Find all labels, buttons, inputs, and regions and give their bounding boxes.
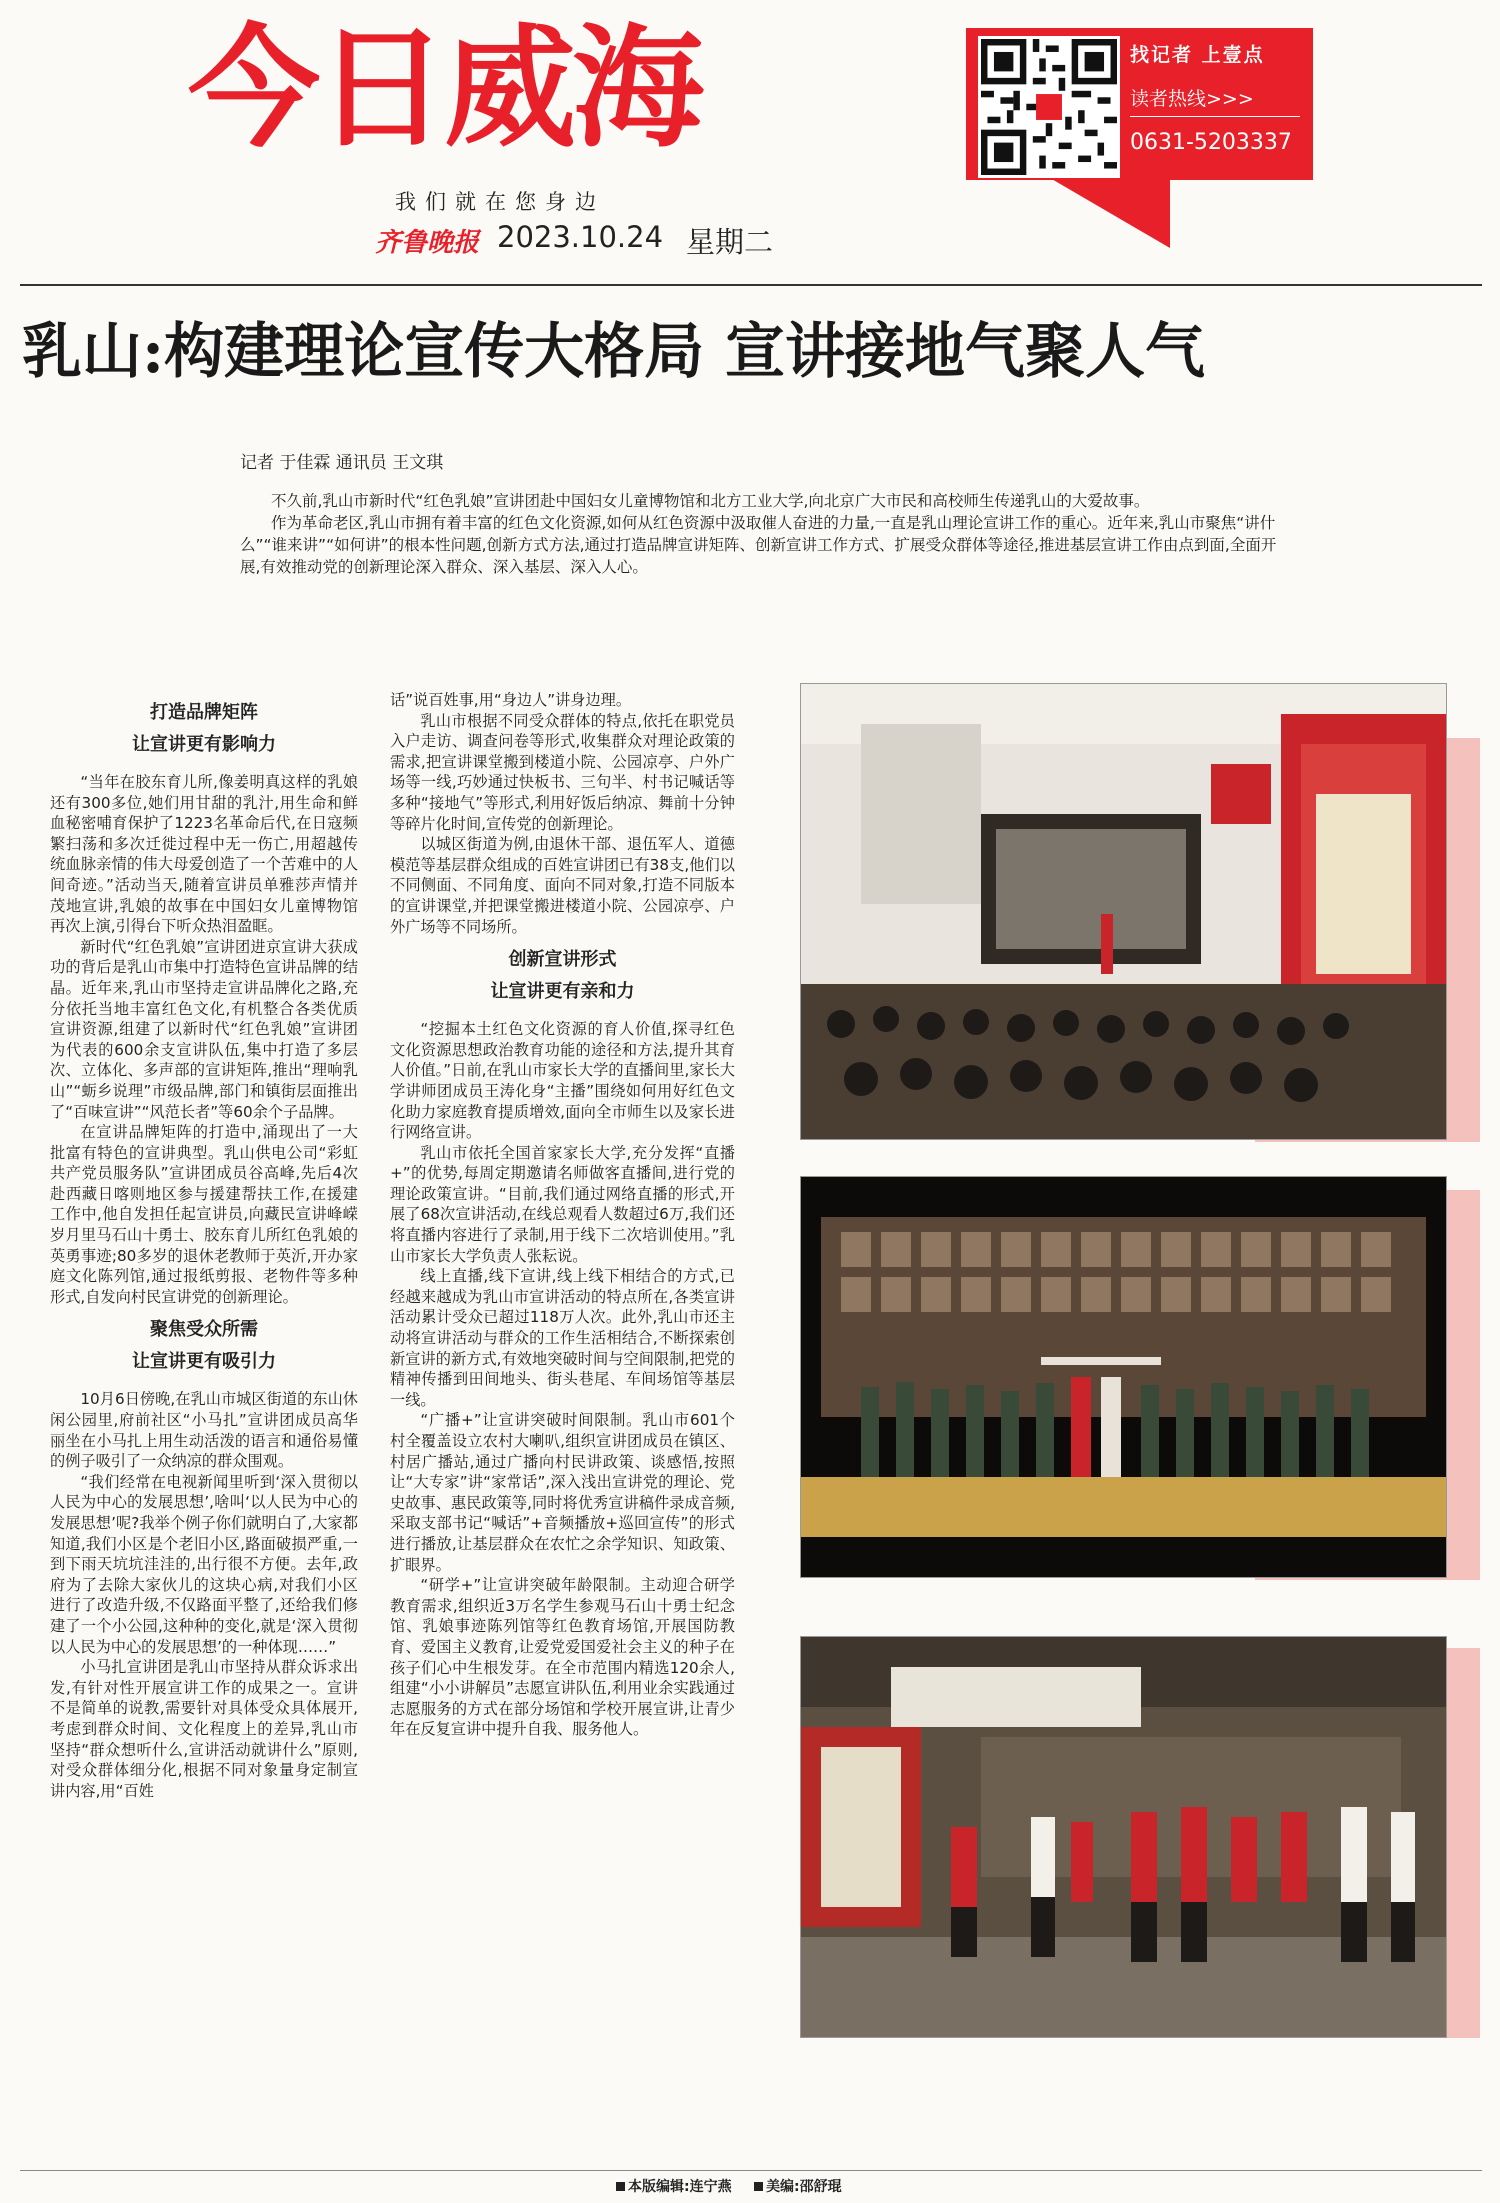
footer-designer: 美编:邵舒琨 [766, 2179, 842, 2195]
body-paragraph: 乳山市依托全国首家家长大学,充分发挥“直播+”的优势,每周定期邀请名师做客直播间,进行党的理论政策宣讲。“目前,我们通过网络直播的形式,开展了68次宣讲活动,在线总观看人数超过6万,我们还将直播内容进行了录制,用于线下二次培训使用。”乳山市家长大学负责人张耘说。 [390, 1143, 735, 1265]
page-footer [616, 2176, 860, 2196]
body-paragraph: 10月6日傍晚,在乳山市城区街道的东山休闲公园里,府前社区“小马扎”宣讲团成员高华丽坐在小马扎上用生动活泼的语言和通俗易懂的例子吸引了一众纳凉的群众围观。 [50, 1390, 358, 1471]
lead-paragraph: 作为革命老区,乳山市拥有着丰富的红色文化资源,如何从红色资源中汲取催人奋进的力量,一直是乳山理论宣讲工作的重心。近年来,乳山市聚焦“讲什么”“谁来讲”“如何讲”的根本性问题,创新方式方法,通过打造品牌宣讲矩阵、创新宣讲工作方式、扩展受众群体等途径,推进基层宣讲工作由点到面,全面开展,有效推动党的创新理论深入群众、深入基层、深入人心。 [240, 514, 1277, 576]
square-bullet-icon [616, 2182, 625, 2191]
footer-editor: 本版编辑:连宁燕 [628, 2179, 732, 2195]
newspaper-logo: 今日威海 [188, 12, 700, 166]
section-title: 打造品牌矩阵 [150, 702, 258, 723]
body-paragraph: 新时代“红色乳娘”宣讲团进京宣讲大获成功的背后是乳山市集中打造特色宣讲品牌的结晶。近年来,乳山市坚持走宣讲品牌化之路,充分依托当地丰富红色文化,有机整合各类优质宣讲资源,组建了以新时代“红色乳娘”宣讲团为代表的600余支宣讲队伍,集中打造了多层次、立体化、多声部的宣讲矩阵,推出“理响乳山”“蛎乡说理”市级品牌,部门和镇街层面推出了“百味宣讲”“风范长者”等60余个子品牌。 [50, 937, 358, 1121]
article-byline: 记者 于佳霖 通讯员 王文琪 [240, 453, 444, 473]
square-bullet-icon [754, 2182, 763, 2191]
body-paragraph: 小马扎宣讲团是乳山市坚持从群众诉求出发,有针对性开展宣讲工作的成果之一。宣讲不是简单的说教,需要针对具体受众具体展开,考虑到群众时间、文化程度上的差异,乳山市坚持“群众想听什么,宣讲活动就讲什么”原则,对受众群体细分化,根据不同对象量身定制宣讲内容,用“百姓 [50, 1658, 358, 1800]
hotline-divider [1130, 116, 1300, 117]
masthead [0, 0, 1500, 290]
section-subtitle: 让宣讲更有吸引力 [132, 1351, 276, 1373]
issue-date: 2023.10.24 [497, 220, 664, 254]
hotline-number[interactable]: 0631-5203337 [1130, 130, 1292, 155]
hotline-label-reporter: 找记者 上壹点 [1130, 44, 1265, 66]
photo-young-guides [800, 1636, 1447, 2038]
photo-lecture-hall-image [801, 684, 1446, 1139]
section-title: 聚焦受众所需 [150, 1319, 258, 1341]
masthead-rule [20, 284, 1482, 286]
article-column-2 [390, 690, 735, 1740]
hotline-label: 读者热线>>> [1130, 88, 1254, 110]
photo-lecture-hall [800, 683, 1447, 1140]
photo-stage-performance-image [801, 1177, 1446, 1577]
lead-paragraph: 不久前,乳山市新时代“红色乳娘”宣讲团赴中国妇女儿童博物馆和北方工业大学,向北京广大市民和高校师生传递乳山的大爱故事。 [271, 492, 1150, 510]
footer-rule [20, 2170, 1482, 2171]
body-paragraph: 线上直播,线下宣讲,线上线下相结合的方式,已经越来越成为乳山市宣讲活动的特点所在,各类宣讲活动累计受众已超过118万人次。此外,乳山市还主动将宣讲活动与群众的工作生活相结合,不断探索创新宣讲的新方式,有效地突破时间与空间限制,把党的精神传播到田间地头、街头巷尾、车间场馆等基层一线。 [390, 1267, 735, 1409]
article-column-1 [50, 690, 358, 1801]
photo-young-guides-image [801, 1637, 1446, 2037]
section-subtitle: 让宣讲更有亲和力 [490, 981, 635, 1003]
qr-code-icon[interactable] [978, 36, 1120, 178]
paper-name: 齐鲁晚报 [375, 228, 480, 258]
body-paragraph: “研学+”让宣讲突破年龄限制。主动迎合研学教育需求,组织近3万名学生参观马石山十勇士纪念馆、乳娘事迹陈列馆等红色教育场馆,开展国防教育、爱国主义教育,让爱党爱国爱社会主义的种子在孩子们心中生根发芽。在全市范围内精选120余人,组建“小小讲解员”志愿宣讲队伍,利用业余实践通过志愿服务的方式在部分场馆和学校开展宣讲,让青少年在反复宣讲中提升自我、服务他人。 [390, 1576, 735, 1739]
slogan: 我们就在您身边 [395, 190, 605, 214]
photo-stage-performance [800, 1176, 1447, 1578]
body-paragraph: “挖掘本土红色文化资源的育人价值,探寻红色文化资源思想政治教育功能的途径和方法,提升其育人价值。”日前,在乳山市家长大学的直播间里,家长大学讲师团成员王涛化身“主播”围绕如何用好红色文化助力家庭教育提质增效,面向全市师生以及家长进行网络宣讲。 [390, 1020, 735, 1142]
body-paragraph: 乳山市根据不同受众群体的特点,依托在职党员入户走访、调查问卷等形式,收集群众对理论政策的需求,把宣讲课堂搬到楼道小院、公园凉亭、户外广场等一线,巧妙通过快板书、三句半、村书记喊话等多种“接地气”等形式,利用好饭后纳凉、舞前十分钟等碎片化时间,宣传党的创新理论。 [390, 711, 735, 833]
section-title: 创新宣讲形式 [508, 949, 617, 971]
article-headline: 乳山:构建理论宣传大格局 宣讲接地气聚人气 [22, 317, 1206, 387]
weekday: 星期二 [686, 225, 774, 259]
body-paragraph: 在宣讲品牌矩阵的打造中,涌现出了一大批富有特色的宣讲典型。乳山供电公司“彩虹共产党员服务队”宣讲团成员谷高峰,先后4次赴西藏日喀则地区参与援建帮扶工作,在援建工作中,他自发担任起宣讲员,向藏民宣讲峰嵘岁月里马石山十勇士、胶东育儿所红色乳娘的英勇事迹;80多岁的退休老教师于英沂,开办家庭文化陈列馆,通过报纸剪报、老物件等多种形式,自发向村民宣讲党的创新理论。 [50, 1123, 358, 1306]
hotline-box-pointer [1050, 178, 1170, 248]
section-subtitle: 让宣讲更有影响力 [132, 734, 276, 755]
article-lead [240, 490, 1280, 578]
body-paragraph: 以城区街道为例,由退休干部、退伍军人、道德模范等基层群众组成的百姓宣讲团已有38支,他们以不同侧面、不同角度、面向不同对象,打造不同版本的宣讲课堂,并把课堂搬进楼道小院、公园凉亭、户外广场等不同场所。 [390, 835, 735, 936]
body-paragraph: 话”说百姓事,用“身边人”讲身边理。 [390, 691, 632, 709]
body-paragraph: “广播+”让宣讲突破时间限制。乳山市601个村全覆盖设立农村大喇叭,组织宣讲团成员在镇区、村居广播站,通过广播向村民讲政策、谈感悟,按照让“大专家”讲“家常话”,深入浅出宣讲党的理论、党史故事、惠民政策等,同时将优秀宣讲稿件录成音频,采取支部书记“喊话”+音频播放+巡回宣传”的形式进行播放,让基层群众在农忙之余学知识、知政策、扩眼界。 [390, 1411, 735, 1574]
body-paragraph: “我们经常在电视新闻里听到‘深入贯彻以人民为中心的发展思想’,啥叫‘以人民为中心的发展思想’呢?我举个例子你们就明白了,大家都知道,我们小区是个老旧小区,路面破损严重,一到下雨天坑坑洼洼的,出行很不方便。去年,政府为了去除大家伙儿的这块心病,对我们小区进行了改造升级,不仅路面平整了,还给我们修建了一个小公园,这种种的变化,就是‘深入贯彻以人民为中心的发展思想’的一种体现……” [50, 1472, 358, 1656]
body-paragraph: “当年在胶东育儿所,像姜明真这样的乳娘还有300多位,她们用甘甜的乳汁,用生命和鲜血秘密哺育保护了1223名革命后代,在日寇频繁扫荡和多次迁徙过程中无一伤亡,用超越传统血脉亲情的伟大母爱创造了一个苦难中的人间奇迹。”活动当天,随着宣讲员单雅莎声情并茂地宣讲,乳娘的故事在中国妇女儿童博物馆再次上演,引得台下听众热泪盈眶。 [50, 773, 358, 936]
